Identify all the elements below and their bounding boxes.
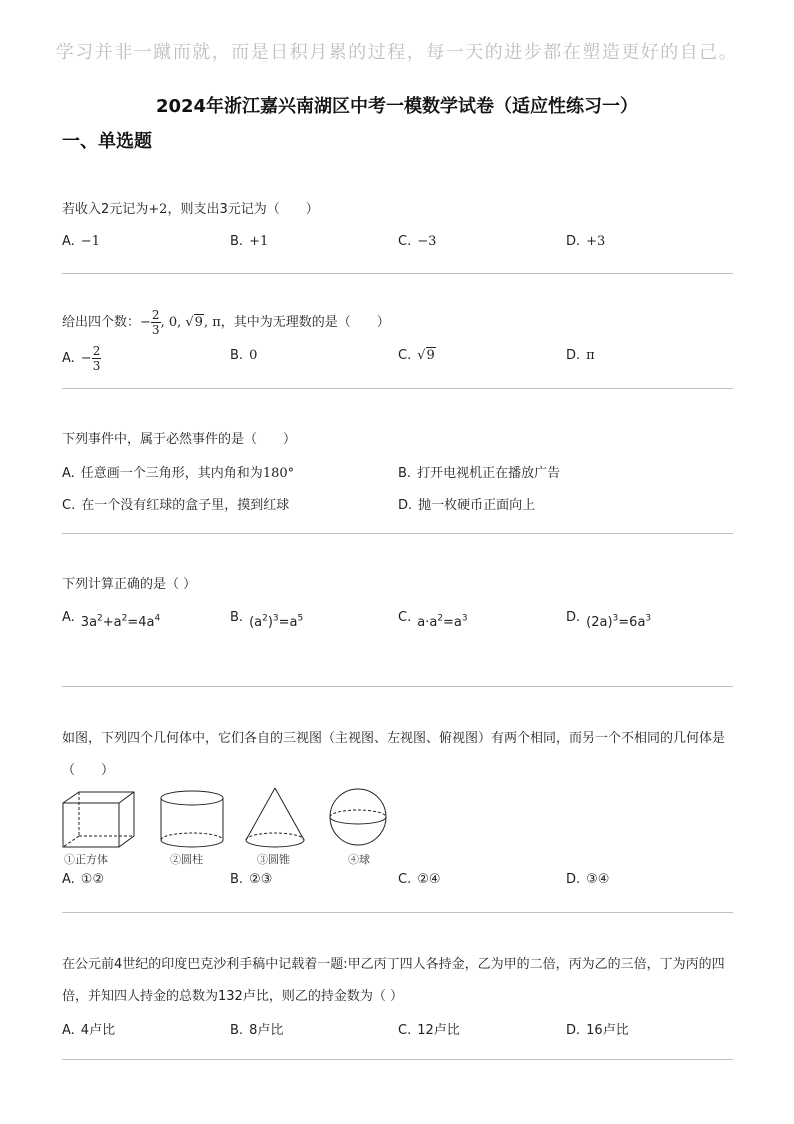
- q2-option-c[interactable]: [398, 348, 436, 363]
- q1-option-c[interactable]: [398, 234, 436, 249]
- cube-figure: [62, 791, 136, 849]
- question-1-stem: [62, 202, 319, 217]
- q4-option-d[interactable]: [566, 610, 651, 630]
- expr-part: a·a: [417, 615, 438, 630]
- question-3-stem: 下列事件中，属于必然事件的是（ ）: [62, 432, 297, 447]
- exponent: 2: [262, 613, 268, 624]
- expr-part: ): [267, 615, 273, 630]
- question-divider: [62, 912, 733, 913]
- fraction: [151, 308, 161, 337]
- q6-option-d[interactable]: [566, 1019, 629, 1038]
- question-6: [62, 949, 734, 1013]
- stem-math: , 0,: [160, 315, 186, 330]
- stem-text: 给出四个数：: [62, 315, 141, 330]
- figure-caption-cone: ③圆锥: [257, 853, 290, 866]
- q2-option-a[interactable]: [62, 344, 101, 373]
- exponent: 4: [154, 613, 161, 624]
- option-letter: A.: [62, 234, 75, 249]
- option-expression: [249, 615, 303, 630]
- option-letter: D.: [566, 234, 581, 249]
- question-6-stem: 在公元前4世纪的印度巴克沙利手稿中记载着一题:甲乙丙丁四人各持金，乙为甲的二倍，丙为乙的三倍，丁为丙的四倍，并知四人持金的总数为132卢比，则乙的持金数为（ ）: [62, 957, 725, 1004]
- figure-caption-sphere: ④球: [348, 853, 370, 866]
- expr-part: +a: [102, 615, 122, 630]
- minus-sign: −: [80, 351, 92, 366]
- minus-sign: −: [140, 315, 151, 330]
- question-5-stem: 如图，下列四个几何体中，它们各自的三视图（主视图、左视图、俯视图）有两个相同，而另一个不相同的几何体是（ ）: [62, 731, 726, 778]
- expr-part: (2a): [586, 615, 613, 630]
- question-2: [62, 308, 742, 337]
- q3-option-b[interactable]: [398, 462, 560, 481]
- option-letter: A.: [62, 1023, 75, 1038]
- option-letter: D.: [398, 498, 413, 513]
- q1-option-a[interactable]: [62, 234, 100, 249]
- figure-caption-cylinder: ②圆柱: [170, 853, 203, 866]
- exponent: 2: [121, 613, 128, 624]
- option-text: 16卢比: [586, 1023, 629, 1038]
- option-text: ③④: [586, 872, 610, 887]
- stem-text: ，则支出3元记为（ ）: [167, 202, 319, 217]
- expr-part: 3a: [80, 615, 98, 630]
- option-letter: A.: [62, 351, 75, 366]
- expr-part: =a: [278, 615, 298, 630]
- option-letter: C.: [62, 498, 76, 513]
- option-text: 抛一枚硬币正面向上: [418, 498, 536, 513]
- option-text: ②④: [417, 872, 441, 887]
- option-math: 180°: [262, 466, 295, 481]
- cylinder-figure: [159, 790, 225, 850]
- question-divider: [62, 533, 733, 534]
- option-text: 4卢比: [80, 1023, 116, 1038]
- q5-option-c[interactable]: [398, 872, 441, 887]
- q1-option-b[interactable]: [230, 234, 268, 249]
- option-text: 在一个没有红球的盒子里，摸到红球: [81, 498, 290, 513]
- question-3: [62, 428, 742, 452]
- question-divider: [62, 1059, 733, 1060]
- section-heading: 一、单选题: [62, 131, 152, 152]
- option-letter: C.: [398, 610, 412, 625]
- option-text: +3: [586, 234, 606, 249]
- option-text: 0: [249, 348, 258, 363]
- exponent: 3: [612, 613, 619, 624]
- question-4: [62, 573, 742, 597]
- question-4-stem: 下列计算正确的是（ ）: [62, 577, 197, 592]
- option-text: −1: [80, 234, 100, 249]
- fraction: [92, 344, 102, 373]
- option-expression: [586, 615, 651, 630]
- cone-figure: [244, 786, 306, 850]
- option-letter: B.: [230, 610, 244, 625]
- option-letter: A.: [62, 610, 75, 625]
- stem-text: 若收入2元记为: [62, 202, 149, 217]
- option-text: 任意画一个三角形，其内角和为: [80, 466, 263, 481]
- q3-option-a[interactable]: [62, 462, 294, 481]
- square-root: √9: [417, 348, 435, 363]
- figure-caption-cube: ①正方体: [64, 853, 108, 866]
- option-text: ②③: [249, 872, 273, 887]
- square-root: √9: [185, 315, 203, 330]
- sphere-figure: [328, 786, 388, 848]
- option-letter: A.: [62, 466, 75, 481]
- q5-option-a[interactable]: [62, 872, 104, 887]
- q1-option-d[interactable]: [566, 234, 605, 249]
- expr-part: =6a: [618, 615, 646, 630]
- option-text: +1: [249, 234, 269, 249]
- q3-option-d[interactable]: [398, 494, 535, 513]
- question-divider: [62, 273, 733, 274]
- q4-option-c[interactable]: [398, 610, 468, 630]
- q2-option-d[interactable]: [566, 348, 595, 363]
- exponent: 3: [461, 613, 468, 624]
- question-5: [62, 723, 734, 787]
- option-text: π: [586, 348, 595, 363]
- option-text: −3: [417, 234, 437, 249]
- fraction-denominator: 3: [92, 359, 101, 373]
- exponent: 2: [437, 613, 444, 624]
- radicand: 9: [194, 315, 203, 330]
- question-1: [62, 198, 742, 222]
- question-divider: [62, 686, 733, 687]
- q3-option-c[interactable]: [62, 494, 289, 513]
- header-motto: 学习并非一蹴而就，而是日积月累的过程，每一天的进步都在塑造更好的自己。: [55, 42, 739, 63]
- stem-text: ，其中为无理数的是（ ）: [220, 315, 390, 330]
- fraction-numerator: 2: [151, 308, 160, 322]
- fraction-denominator: 3: [151, 323, 160, 337]
- question-2-stem: [62, 308, 390, 337]
- exponent: 3: [272, 613, 279, 624]
- q6-option-c[interactable]: [398, 1019, 460, 1038]
- stem-math: , π: [203, 315, 221, 330]
- q4-option-a[interactable]: [62, 610, 160, 630]
- question-divider: [62, 388, 733, 389]
- radicand: 9: [426, 348, 435, 363]
- option-letter: C.: [398, 872, 412, 887]
- option-letter: D.: [566, 872, 581, 887]
- option-text: 8卢比: [249, 1023, 284, 1038]
- option-letter: B.: [398, 466, 412, 481]
- option-text: ①②: [80, 872, 105, 887]
- option-letter: C.: [398, 1023, 412, 1038]
- page-title: 2024年浙江嘉兴南湖区中考一模数学试卷（适应性练习一）: [155, 96, 639, 117]
- option-letter: D.: [566, 348, 581, 363]
- expr-part: =a: [443, 615, 462, 630]
- option-letter: B.: [230, 234, 244, 249]
- option-expression: [81, 615, 160, 630]
- exponent: 2: [97, 613, 103, 624]
- q5-option-b[interactable]: [230, 872, 272, 887]
- option-letter: A.: [62, 872, 75, 887]
- q2-option-b[interactable]: [230, 348, 257, 363]
- exponent: 5: [297, 613, 304, 624]
- option-letter: C.: [398, 234, 412, 249]
- exponent: 3: [645, 613, 652, 624]
- option-letter: D.: [566, 1023, 581, 1038]
- expr-part: (a: [249, 615, 263, 630]
- option-letter: B.: [230, 348, 244, 363]
- q6-option-a[interactable]: [62, 1019, 115, 1038]
- q5-option-d[interactable]: [566, 872, 609, 887]
- fraction-numerator: 2: [92, 344, 101, 358]
- q4-option-b[interactable]: [230, 610, 303, 630]
- option-letter: B.: [230, 1023, 244, 1038]
- stem-math: +2: [148, 202, 168, 217]
- option-expression: [417, 615, 467, 630]
- option-letter: D.: [566, 610, 581, 625]
- option-letter: C.: [398, 348, 412, 363]
- option-letter: B.: [230, 872, 244, 887]
- option-text: 打开电视机正在播放广告: [417, 466, 561, 481]
- q6-option-b[interactable]: [230, 1019, 283, 1038]
- expr-part: =4a: [127, 615, 155, 630]
- option-text: 12卢比: [417, 1023, 460, 1038]
